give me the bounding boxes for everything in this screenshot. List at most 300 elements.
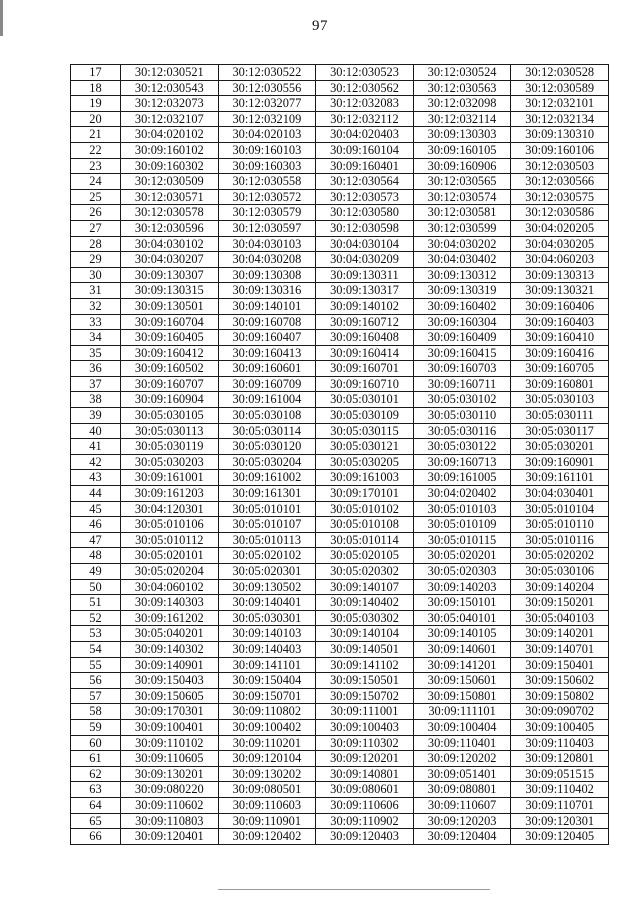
row-number-cell: 36 [71,361,121,377]
cadastral-number-cell: 30:12:030528 [511,65,609,81]
cadastral-number-cell: 30:09:160415 [413,345,511,361]
cadastral-number-cell: 30:09:160414 [316,345,414,361]
cadastral-number-cell: 30:09:100405 [511,719,609,735]
cadastral-number-cell: 30:09:160705 [511,361,609,377]
table-row [71,267,609,283]
cadastral-number-cell: 30:04:020205 [511,220,609,236]
row-number-cell: 34 [71,330,121,346]
cadastral-number-cell: 30:09:140101 [218,298,316,314]
table-row [71,782,609,798]
table-row [71,641,609,657]
cadastral-number-cell: 30:12:030556 [218,80,316,96]
row-number-cell: 29 [71,252,121,268]
table-row [71,174,609,190]
row-number-cell: 32 [71,298,121,314]
cadastral-number-cell: 30:12:032109 [218,111,316,127]
cadastral-number-cell: 30:04:120301 [121,501,219,517]
cadastral-number-cell: 30:09:160708 [218,314,316,330]
row-number-cell: 49 [71,564,121,580]
cadastral-number-cell: 30:12:030575 [511,189,609,205]
cadastral-number-cell: 30:05:010110 [511,517,609,533]
table-row [71,252,609,268]
cadastral-number-cell: 30:09:110102 [121,735,219,751]
cadastral-number-cell: 30:09:120402 [218,829,316,845]
cadastral-number-cell: 30:09:160906 [413,158,511,174]
cadastral-number-cell: 30:05:030111 [511,408,609,424]
table-row [71,189,609,205]
row-number-cell: 35 [71,345,121,361]
table-row [71,111,609,127]
table-row [71,423,609,439]
cadastral-number-cell: 30:09:110802 [218,704,316,720]
row-number-cell: 64 [71,797,121,813]
cadastral-number-cell: 30:04:020102 [121,127,219,143]
cadastral-number-cell: 30:09:090702 [511,704,609,720]
row-number-cell: 50 [71,579,121,595]
cadastral-number-cell: 30:09:150605 [121,688,219,704]
cadastral-number-cell: 30:04:030102 [121,236,219,252]
table-row [71,345,609,361]
cadastral-number-cell: 30:12:030509 [121,174,219,190]
table-row [71,314,609,330]
table-row [71,688,609,704]
cadastral-number-cell: 30:05:030122 [413,439,511,455]
cadastral-number-cell: 30:09:160303 [218,158,316,174]
cadastral-number-cell: 30:04:020103 [218,127,316,143]
cadastral-number-cell: 30:12:030522 [218,65,316,81]
table-row [71,626,609,642]
table-row [71,532,609,548]
cadastral-number-cell: 30:05:020102 [218,548,316,564]
table-row [71,392,609,408]
cadastral-number-cell: 30:09:110605 [121,751,219,767]
cadastral-number-cell: 30:05:030106 [511,564,609,580]
cadastral-number-cell: 30:05:020105 [316,548,414,564]
table-row [71,673,609,689]
cadastral-number-cell: 30:05:030201 [511,439,609,455]
footer-rule [218,889,490,890]
row-number-cell: 48 [71,548,121,564]
cadastral-number-cell: 30:09:140103 [218,626,316,642]
cadastral-number-cell: 30:12:032114 [413,111,511,127]
cadastral-number-cell: 30:09:160104 [316,142,414,158]
table-row [71,142,609,158]
cadastral-number-cell: 30:09:141102 [316,657,414,673]
cadastral-number-cell: 30:04:030208 [218,252,316,268]
row-number-cell: 43 [71,470,121,486]
cadastral-number-table [70,64,609,845]
row-number-cell: 59 [71,719,121,735]
row-number-cell: 26 [71,205,121,221]
cadastral-number-cell: 30:05:010116 [511,532,609,548]
cadastral-number-cell: 30:05:030101 [316,392,414,408]
table-row [71,548,609,564]
cadastral-number-cell: 30:09:160712 [316,314,414,330]
cadastral-number-cell: 30:09:160801 [511,376,609,392]
cadastral-number-cell: 30:05:020301 [218,564,316,580]
row-number-cell: 56 [71,673,121,689]
cadastral-number-cell: 30:09:141201 [413,657,511,673]
cadastral-number-cell: 30:09:140104 [316,626,414,642]
cadastral-number-cell: 30:05:010107 [218,517,316,533]
cadastral-number-cell: 30:09:161202 [121,610,219,626]
cadastral-number-cell: 30:05:020302 [316,564,414,580]
table-body [71,65,609,845]
table-row [71,751,609,767]
cadastral-number-cell: 30:09:170101 [316,486,414,502]
row-number-cell: 42 [71,454,121,470]
cadastral-number-cell: 30:05:020202 [511,548,609,564]
table-row [71,283,609,299]
cadastral-number-cell: 30:09:160709 [218,376,316,392]
row-number-cell: 22 [71,142,121,158]
table-row [71,657,609,673]
cadastral-number-cell: 30:12:030564 [316,174,414,190]
cadastral-number-cell: 30:05:010109 [413,517,511,533]
row-number-cell: 65 [71,813,121,829]
cadastral-number-cell: 30:09:161003 [316,470,414,486]
cadastral-number-cell: 30:04:020402 [413,486,511,502]
cadastral-number-cell: 30:09:120403 [316,829,414,845]
cadastral-number-cell: 30:09:160403 [511,314,609,330]
cadastral-number-cell: 30:09:140303 [121,595,219,611]
row-number-cell: 55 [71,657,121,673]
cadastral-number-cell: 30:09:110701 [511,797,609,813]
row-number-cell: 25 [71,189,121,205]
cadastral-number-cell: 30:09:130201 [121,766,219,782]
cadastral-number-cell: 30:09:110403 [511,735,609,751]
cadastral-number-cell: 30:09:110402 [511,782,609,798]
cadastral-number-cell: 30:05:010115 [413,532,511,548]
row-number-cell: 24 [71,174,121,190]
cadastral-number-cell: 30:12:030596 [121,220,219,236]
row-number-cell: 21 [71,127,121,143]
cadastral-number-cell: 30:05:010101 [218,501,316,517]
cadastral-number-cell: 30:12:030524 [413,65,511,81]
cadastral-number-cell: 30:05:030110 [413,408,511,424]
row-number-cell: 27 [71,220,121,236]
cadastral-number-cell: 30:12:030571 [121,189,219,205]
cadastral-number-cell: 30:09:130202 [218,766,316,782]
table-row [71,158,609,174]
row-number-cell: 19 [71,96,121,112]
table-row [71,470,609,486]
cadastral-number-cell: 30:09:150403 [121,673,219,689]
cadastral-number-cell: 30:09:140302 [121,641,219,657]
table-row [71,96,609,112]
row-number-cell: 51 [71,595,121,611]
cadastral-number-cell: 30:12:030581 [413,205,511,221]
row-number-cell: 41 [71,439,121,455]
table-row [71,579,609,595]
cadastral-number-cell: 30:09:100404 [413,719,511,735]
cadastral-number-cell: 30:05:010102 [316,501,414,517]
cadastral-number-cell: 30:04:030401 [511,486,609,502]
cadastral-number-cell: 30:09:110902 [316,813,414,829]
cadastral-number-cell: 30:09:160105 [413,142,511,158]
cadastral-number-cell: 30:09:160102 [121,142,219,158]
table-row [71,766,609,782]
cadastral-number-cell: 30:04:030202 [413,236,511,252]
table-row [71,501,609,517]
cadastral-number-cell: 30:09:051515 [511,766,609,782]
table-row [71,298,609,314]
cadastral-number-cell: 30:09:051401 [413,766,511,782]
cadastral-number-cell: 30:09:140701 [511,641,609,657]
table-row [71,829,609,845]
cadastral-number-cell: 30:09:140901 [121,657,219,673]
cadastral-number-cell: 30:09:160409 [413,330,511,346]
cadastral-number-cell: 30:09:160401 [316,158,414,174]
cadastral-number-cell: 30:09:160713 [413,454,511,470]
cadastral-number-cell: 30:05:030204 [218,454,316,470]
cadastral-number-cell: 30:05:030109 [316,408,414,424]
cadastral-number-cell: 30:12:030558 [218,174,316,190]
cadastral-number-cell: 30:05:030105 [121,408,219,424]
cadastral-number-cell: 30:09:160904 [121,392,219,408]
cadastral-number-cell: 30:09:160710 [316,376,414,392]
cadastral-number-cell: 30:09:160412 [121,345,219,361]
cadastral-number-cell: 30:09:111101 [413,704,511,720]
cadastral-number-cell: 30:09:120201 [316,751,414,767]
cadastral-number-cell: 30:12:030579 [218,205,316,221]
row-number-cell: 40 [71,423,121,439]
row-number-cell: 37 [71,376,121,392]
cadastral-number-cell: 30:09:110607 [413,797,511,813]
cadastral-number-cell: 30:12:030562 [316,80,414,96]
cadastral-number-cell: 30:09:160408 [316,330,414,346]
cadastral-number-cell: 30:05:030102 [413,392,511,408]
cadastral-number-cell: 30:09:130319 [413,283,511,299]
cadastral-number-cell: 30:09:120405 [511,829,609,845]
row-number-cell: 60 [71,735,121,751]
cadastral-number-cell: 30:09:161203 [121,486,219,502]
cadastral-number-cell: 30:09:120401 [121,829,219,845]
cadastral-number-cell: 30:09:150101 [413,595,511,611]
row-number-cell: 47 [71,532,121,548]
cadastral-number-cell: 30:12:030565 [413,174,511,190]
cadastral-number-cell: 30:09:140401 [218,595,316,611]
cadastral-number-cell: 30:05:040103 [511,610,609,626]
cadastral-number-cell: 30:09:120404 [413,829,511,845]
table-row [71,813,609,829]
cadastral-number-cell: 30:05:030108 [218,408,316,424]
cadastral-number-cell: 30:09:111001 [316,704,414,720]
cadastral-number-cell: 30:05:020204 [121,564,219,580]
cadastral-number-cell: 30:09:150201 [511,595,609,611]
cadastral-number-cell: 30:09:160704 [121,314,219,330]
cadastral-number-cell: 30:09:161101 [511,470,609,486]
cadastral-number-cell: 30:05:020201 [413,548,511,564]
row-number-cell: 33 [71,314,121,330]
cadastral-number-cell: 30:09:150702 [316,688,414,704]
table-row [71,220,609,236]
cadastral-number-cell: 30:09:140105 [413,626,511,642]
cadastral-number-cell: 30:09:160711 [413,376,511,392]
row-number-cell: 30 [71,267,121,283]
table-row [71,517,609,533]
cadastral-number-cell: 30:12:030566 [511,174,609,190]
cadastral-number-cell: 30:09:080801 [413,782,511,798]
cadastral-number-cell: 30:09:120104 [218,751,316,767]
cadastral-number-cell: 30:09:160402 [413,298,511,314]
cadastral-number-cell: 30:05:010104 [511,501,609,517]
cadastral-number-cell: 30:09:160601 [218,361,316,377]
cadastral-number-cell: 30:09:160405 [121,330,219,346]
table-row [71,376,609,392]
row-number-cell: 62 [71,766,121,782]
cadastral-number-cell: 30:09:080220 [121,782,219,798]
cadastral-number-cell: 30:04:060102 [121,579,219,595]
cadastral-number-cell: 30:09:161301 [218,486,316,502]
cadastral-number-cell: 30:09:110201 [218,735,316,751]
cadastral-number-cell: 30:12:030574 [413,189,511,205]
table-row [71,439,609,455]
table-row [71,330,609,346]
table-row [71,735,609,751]
row-number-cell: 63 [71,782,121,798]
cadastral-number-cell: 30:09:100401 [121,719,219,735]
cadastral-number-cell: 30:09:160901 [511,454,609,470]
cadastral-number-cell: 30:09:140203 [413,579,511,595]
cadastral-number-cell: 30:09:160407 [218,330,316,346]
cadastral-number-cell: 30:09:160106 [511,142,609,158]
cadastral-number-cell: 30:05:020303 [413,564,511,580]
cadastral-number-cell: 30:09:140402 [316,595,414,611]
cadastral-number-cell: 30:09:160304 [413,314,511,330]
cadastral-number-cell: 30:09:080601 [316,782,414,798]
cadastral-number-cell: 30:09:161004 [218,392,316,408]
cadastral-number-cell: 30:05:030302 [316,610,414,626]
table-row [71,205,609,221]
cadastral-number-cell: 30:09:130321 [511,283,609,299]
cadastral-number-cell: 30:09:100403 [316,719,414,735]
cadastral-number-cell: 30:05:030103 [511,392,609,408]
cadastral-number-cell: 30:09:161005 [413,470,511,486]
cadastral-number-cell: 30:09:110901 [218,813,316,829]
cadastral-number-cell: 30:09:140801 [316,766,414,782]
cadastral-number-cell: 30:12:032112 [316,111,414,127]
cadastral-number-cell: 30:09:130317 [316,283,414,299]
cadastral-number-cell: 30:12:032098 [413,96,511,112]
table-row [71,564,609,580]
table-row [71,704,609,720]
cadastral-number-cell: 30:09:160302 [121,158,219,174]
cadastral-number-cell: 30:04:030104 [316,236,414,252]
cadastral-number-cell: 30:04:030402 [413,252,511,268]
page-number: 97 [312,18,328,34]
row-number-cell: 57 [71,688,121,704]
cadastral-number-cell: 30:09:161001 [121,470,219,486]
cadastral-number-cell: 30:05:010114 [316,532,414,548]
cadastral-number-cell: 30:12:030572 [218,189,316,205]
cadastral-number-cell: 30:05:030113 [121,423,219,439]
cadastral-number-cell: 30:09:150801 [413,688,511,704]
row-number-cell: 44 [71,486,121,502]
cadastral-number-cell: 30:12:030597 [218,220,316,236]
cadastral-number-cell: 30:09:130308 [218,267,316,283]
cadastral-number-cell: 30:12:030599 [413,220,511,236]
cadastral-number-cell: 30:09:140601 [413,641,511,657]
cadastral-number-cell: 30:09:160103 [218,142,316,158]
cadastral-number-cell: 30:09:150701 [218,688,316,704]
cadastral-number-cell: 30:09:160502 [121,361,219,377]
cadastral-number-cell: 30:05:030116 [413,423,511,439]
cadastral-number-cell: 30:12:030580 [316,205,414,221]
table-row [71,719,609,735]
row-number-cell: 23 [71,158,121,174]
cadastral-number-cell: 30:12:030573 [316,189,414,205]
row-number-cell: 39 [71,408,121,424]
cadastral-number-cell: 30:09:110603 [218,797,316,813]
row-number-cell: 52 [71,610,121,626]
cadastral-number-cell: 30:04:060203 [511,252,609,268]
cadastral-number-cell: 30:12:030586 [511,205,609,221]
cadastral-number-cell: 30:09:170301 [121,704,219,720]
cadastral-number-cell: 30:09:140403 [218,641,316,657]
cadastral-number-cell: 30:09:130303 [413,127,511,143]
cadastral-number-cell: 30:09:160707 [121,376,219,392]
cadastral-number-cell: 30:09:130502 [218,579,316,595]
row-number-cell: 28 [71,236,121,252]
cadastral-number-cell: 30:05:010113 [218,532,316,548]
cadastral-number-cell: 30:09:130311 [316,267,414,283]
table-row [71,610,609,626]
row-number-cell: 54 [71,641,121,657]
cadastral-number-cell: 30:05:030117 [511,423,609,439]
table-row [71,408,609,424]
cadastral-number-cell: 30:09:150601 [413,673,511,689]
cadastral-number-cell: 30:12:032077 [218,96,316,112]
cadastral-number-cell: 30:09:150501 [316,673,414,689]
cadastral-number-cell: 30:09:150404 [218,673,316,689]
cadastral-number-cell: 30:05:010106 [121,517,219,533]
table-row [71,127,609,143]
cadastral-number-cell: 30:09:141101 [218,657,316,673]
cadastral-number-cell: 30:12:030589 [511,80,609,96]
cadastral-number-cell: 30:05:030119 [121,439,219,455]
cadastral-number-cell: 30:05:030114 [218,423,316,439]
cadastral-number-cell: 30:05:020101 [121,548,219,564]
cadastral-number-cell: 30:09:150602 [511,673,609,689]
cadastral-number-cell: 30:09:150401 [511,657,609,673]
cadastral-number-cell: 30:09:140204 [511,579,609,595]
cadastral-number-cell: 30:09:120801 [511,751,609,767]
cadastral-number-cell: 30:05:010108 [316,517,414,533]
cadastral-number-cell: 30:05:030115 [316,423,414,439]
row-number-cell: 61 [71,751,121,767]
row-number-cell: 66 [71,829,121,845]
cadastral-number-cell: 30:05:030120 [218,439,316,455]
table-row [71,486,609,502]
cadastral-number-cell: 30:05:030121 [316,439,414,455]
cadastral-number-cell: 30:12:032073 [121,96,219,112]
table-row [71,797,609,813]
cadastral-number-cell: 30:05:030301 [218,610,316,626]
cadastral-number-cell: 30:12:030598 [316,220,414,236]
cadastral-number-cell: 30:09:110302 [316,735,414,751]
cadastral-number-cell: 30:05:030205 [316,454,414,470]
cadastral-number-cell: 30:04:020403 [316,127,414,143]
cadastral-number-cell: 30:09:130313 [511,267,609,283]
cadastral-number-cell: 30:09:120301 [511,813,609,829]
cadastral-number-cell: 30:09:161002 [218,470,316,486]
cadastral-number-cell: 30:09:140107 [316,579,414,595]
cadastral-number-cell: 30:09:110401 [413,735,511,751]
row-number-cell: 38 [71,392,121,408]
table-row [71,454,609,470]
cadastral-number-cell: 30:09:130307 [121,267,219,283]
